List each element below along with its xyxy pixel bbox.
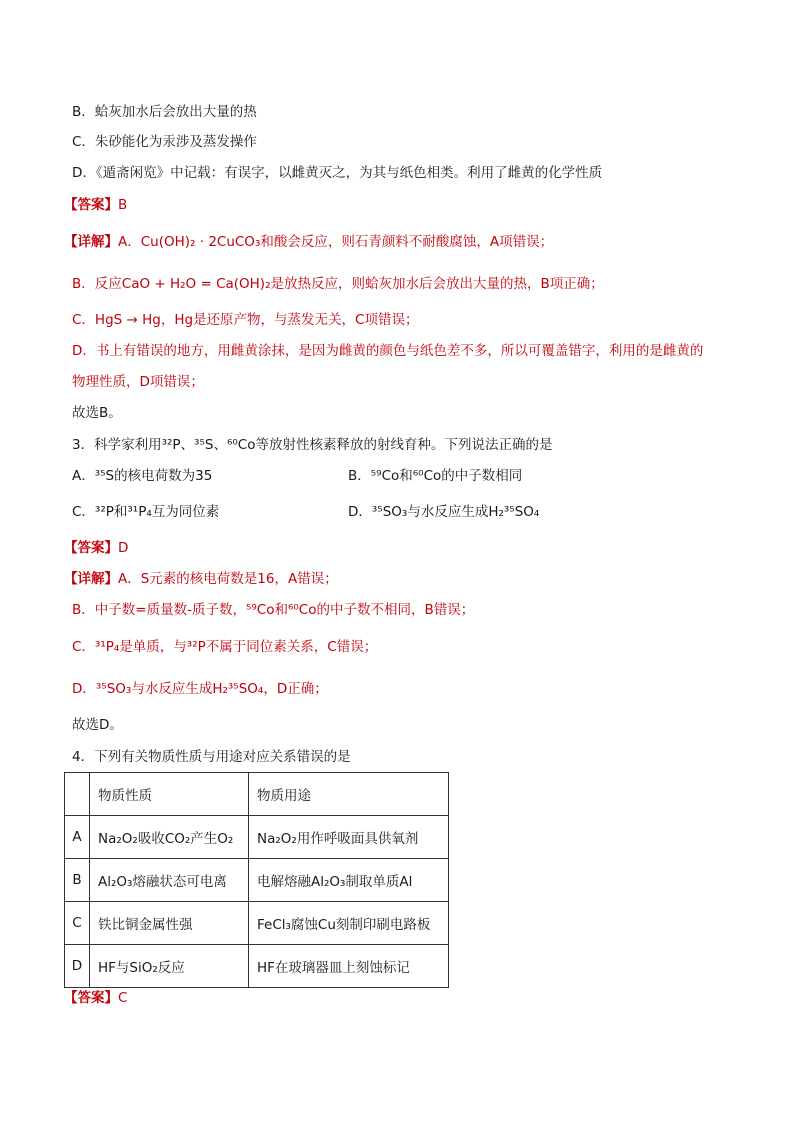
q3-option-d: D．³⁵SO₃与水反应生成H₂³⁵SO₄ xyxy=(348,504,540,520)
table-cell: C xyxy=(65,902,90,945)
answer-value: C xyxy=(118,990,128,1006)
q3-conclusion: 故选D。 xyxy=(72,717,123,733)
q2-option-c: C．朱砂能化为汞涉及蒸发操作 xyxy=(72,134,257,150)
table-row xyxy=(65,945,449,988)
table-cell: FeCl₃腐蚀Cu刻制印刷电路板 xyxy=(249,902,449,945)
table-row xyxy=(65,902,449,945)
table-cell: HF与SiO₂反应 xyxy=(90,945,249,988)
table-row xyxy=(65,816,449,859)
table-cell: B xyxy=(65,859,90,902)
answer-value: B xyxy=(118,197,128,213)
answer-value: D xyxy=(118,540,129,556)
detail-tag: 【详解】 xyxy=(64,234,118,250)
table-cell: 铁比铜金属性强 xyxy=(90,902,249,945)
table-cell: Na₂O₂吸收CO₂产生O₂ xyxy=(90,816,249,859)
q2-option-b: B．蛤灰加水后会放出大量的热 xyxy=(72,104,257,120)
q2-answer xyxy=(64,195,127,215)
q2-conclusion: 故选B。 xyxy=(72,405,122,421)
q3-detail-a xyxy=(64,569,338,589)
table-row xyxy=(65,859,449,902)
detail-tag: 【详解】 xyxy=(64,571,118,587)
q2-detail-a xyxy=(64,232,553,252)
q2-option-d: D．《遁斋闲览》中记载：有误字，以雌黄灭之，为其与纸色相类。利用了雌黄的化学性质 xyxy=(72,165,603,181)
q3-stem: 3．科学家利用³²P、³⁵S、⁶⁰Co等放射性核素释放的射线育种。下列说法正确的是 xyxy=(72,437,553,453)
q3-option-c: C．³²P和³¹P₄互为同位素 xyxy=(72,504,220,520)
table-cell: A xyxy=(65,816,90,859)
q4-stem: 4．下列有关物质性质与用途对应关系错误的是 xyxy=(72,749,351,765)
q3-option-b: B．⁵⁹Co和⁶⁰Co的中子数相同 xyxy=(348,468,523,484)
table-header-cell: 物质用途 xyxy=(249,773,449,816)
q2-detail-d-line1: D．书上有错误的地方，用雌黄涂抹，是因为雌黄的颜色与纸色差不多，所以可覆盖错字，利用的是雌黄的 xyxy=(72,343,704,359)
q2-detail-b: B．反应CaO + H₂O = Ca(OH)₂是放热反应，则蛤灰加水后会放出大量的热，B项正确； xyxy=(72,276,604,292)
table-cell: 电解熔融Al₂O₃制取单质Al xyxy=(249,859,449,902)
answer-tag: 【答案】 xyxy=(64,990,118,1006)
q3-detail-d: D．³⁵SO₃与水反应生成H₂³⁵SO₄，D正确； xyxy=(72,681,328,697)
q3-option-a: A．³⁵S的核电荷数为35 xyxy=(72,468,213,484)
detail-text: A．Cu(OH)₂ · 2CuCO₃和酸会反应，则石青颜料不耐酸腐蚀，A项错误； xyxy=(118,234,554,250)
q3-detail-c: C．³¹P₄是单质，与³²P不属于同位素关系，C错误； xyxy=(72,639,378,655)
detail-text: A．S元素的核电荷数是16，A错误； xyxy=(118,571,338,587)
table-cell: Al₂O₃熔融状态可电离 xyxy=(90,859,249,902)
properties-table xyxy=(64,772,449,988)
table-header-row xyxy=(65,773,449,816)
q4-answer xyxy=(64,988,127,1008)
answer-tag: 【答案】 xyxy=(64,197,118,213)
q2-detail-c: C．HgS → Hg，Hg是还原产物，与蒸发无关，C项错误； xyxy=(72,312,419,328)
table-cell: Na₂O₂用作呼吸面具供氧剂 xyxy=(249,816,449,859)
table-cell: D xyxy=(65,945,90,988)
answer-tag: 【答案】 xyxy=(64,540,118,556)
q3-detail-b: B．中子数=质量数-质子数，⁵⁹Co和⁶⁰Co的中子数不相同，B错误； xyxy=(72,602,475,618)
table-cell: HF在玻璃器皿上刻蚀标记 xyxy=(249,945,449,988)
q3-answer xyxy=(64,538,128,558)
q2-detail-d-line2: 物理性质，D项错误； xyxy=(72,374,204,390)
table-header-cell: 物质性质 xyxy=(90,773,249,816)
table-header-cell xyxy=(65,773,90,816)
